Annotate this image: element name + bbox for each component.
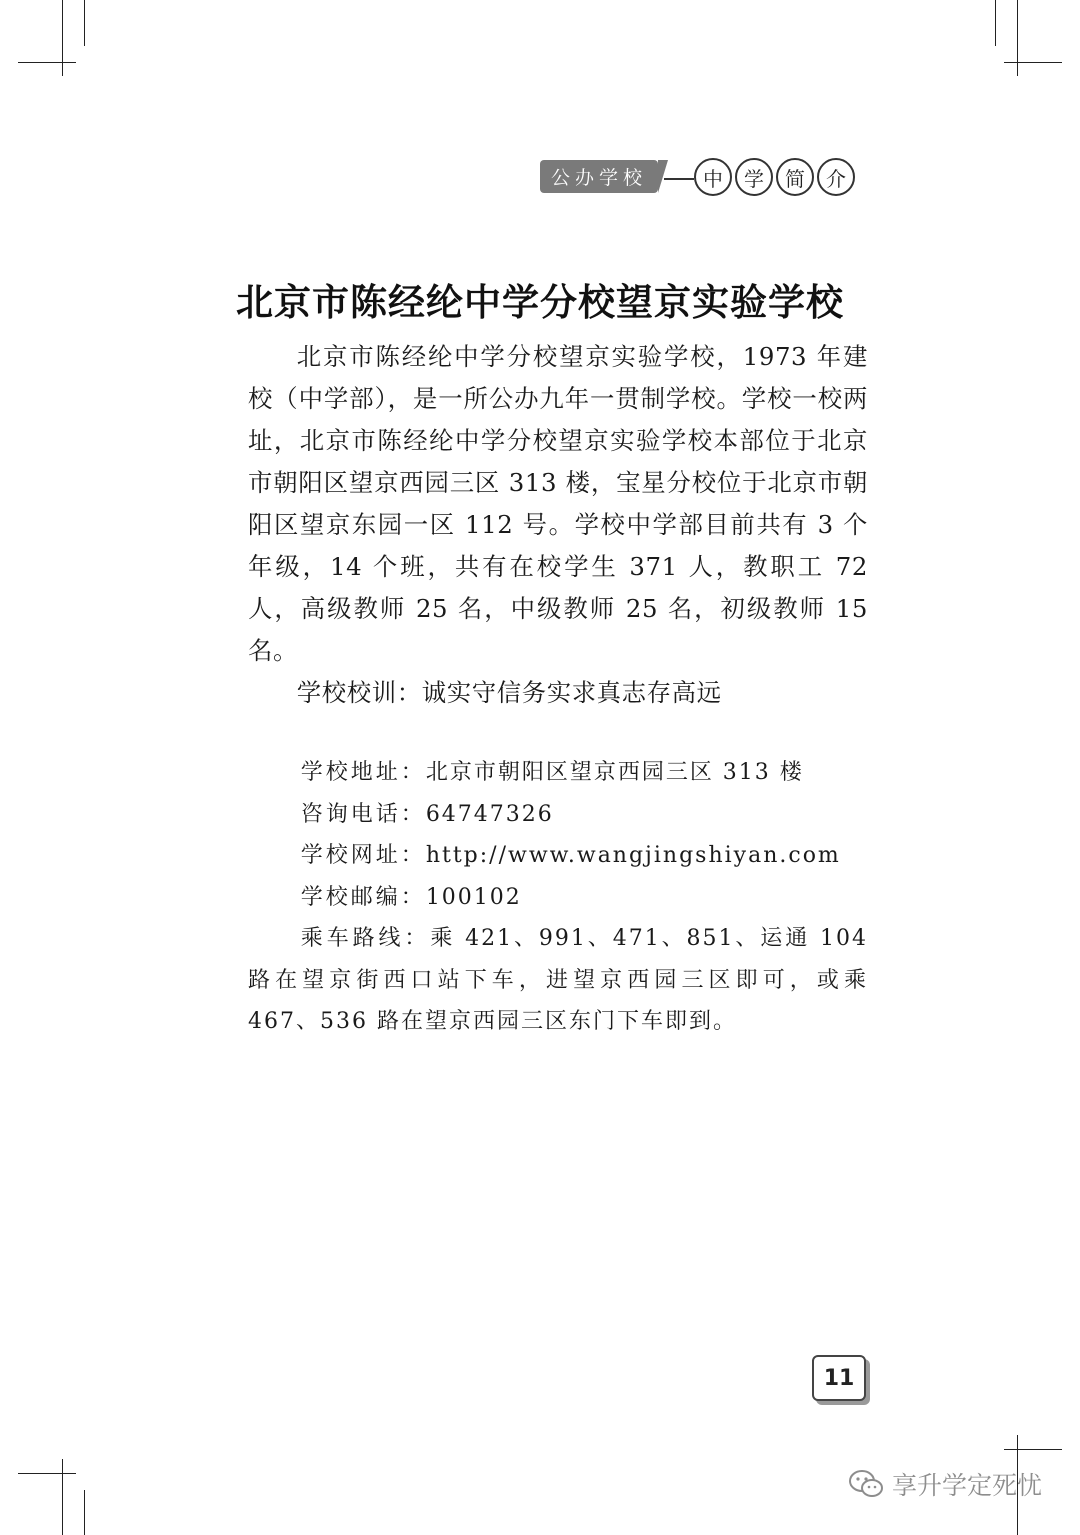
chapter-title-char: 介 [817, 158, 855, 196]
crop-mark [1004, 62, 1062, 63]
crop-mark [84, 1490, 85, 1535]
page-number: 11 [812, 1355, 866, 1401]
phone-value: 64747326 [425, 801, 554, 827]
crop-mark [18, 1473, 76, 1474]
zip-value: 100102 [425, 884, 522, 910]
route-row [248, 918, 868, 1043]
phone-row [248, 794, 868, 836]
website-row [248, 835, 868, 877]
website-label: 学校网址： [300, 843, 426, 868]
header-divider [664, 178, 694, 180]
website-value: http://www.wangjingshiyan.com [425, 843, 841, 868]
chapter-title [694, 158, 855, 196]
address-row [248, 752, 868, 794]
chapter-title-char: 简 [776, 158, 814, 196]
address-label: 学校地址： [300, 760, 426, 785]
crop-mark [1004, 1449, 1062, 1450]
intro-paragraph: 北京市陈经纶中学分校望京实验学校，1973 年建校（中学部），是一所公办九年一贯制学校。学校一校两址，北京市陈经纶中学分校望京实验学校本部位于北京市朝阳区望京西园三区 313 楼，宝星分校位于北京市朝阳区望京东园一区 112 号。学校中学部目前共有 3 个年级，14 个班，共有在校学生 371 人，教职工 72 人，高级教师 25 名，中级教师 25 名，初级教师 15 名。 [248, 342, 868, 665]
crop-mark [995, 0, 996, 46]
watermark [848, 1466, 1042, 1502]
route-label: 乘车路线： [300, 926, 431, 951]
chapter-title-char: 学 [735, 158, 773, 196]
wechat-icon [848, 1468, 884, 1500]
chapter-title-char: 中 [694, 158, 732, 196]
zip-label: 学校邮编： [300, 884, 426, 910]
zip-row [248, 877, 868, 919]
route-value: 乘 421、991、471、851、运通 104 路在望京街西口站下车，进望京西园三区即可，或乘 467、536 路在望京西园三区东门下车即到。 [248, 926, 868, 1034]
page-title: 北京市陈经纶中学分校望京实验学校 [236, 281, 844, 324]
crop-mark [18, 62, 76, 63]
crop-mark [1017, 0, 1018, 76]
phone-label: 咨询电话： [300, 801, 426, 827]
section-tag-label: 公办学校 [550, 167, 647, 189]
school-motto: 学校校训：诚实守信务实求真志存高远 [296, 678, 722, 707]
watermark-text: 享升学定死忧 [892, 1471, 1043, 1500]
crop-mark [62, 0, 63, 76]
address-value: 北京市朝阳区望京西园三区 313 楼 [425, 760, 804, 785]
crop-mark [84, 0, 85, 46]
contact-info [248, 752, 868, 1043]
section-tag [540, 160, 658, 193]
crop-mark [62, 1459, 63, 1535]
intro-body [248, 336, 868, 714]
